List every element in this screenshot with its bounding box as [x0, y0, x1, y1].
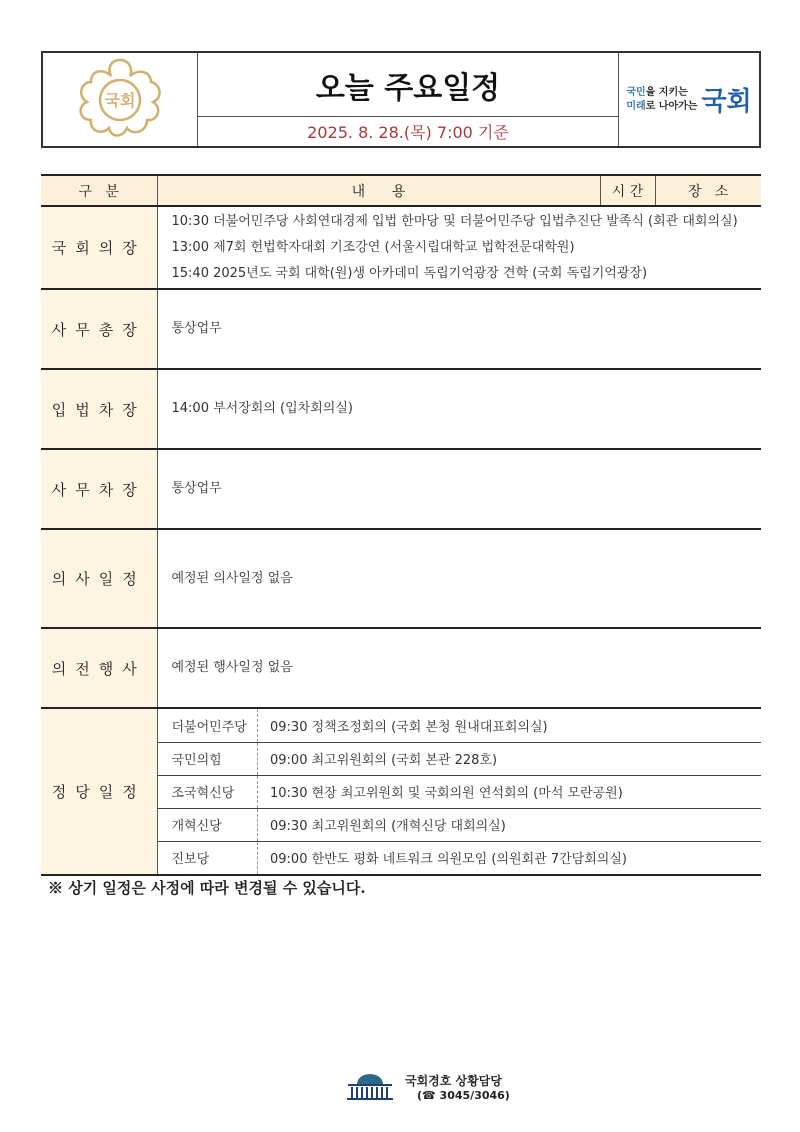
assembly-brand-logo: 국민을 지키는 미래로 나아가는 국회: [618, 53, 759, 146]
table-row: [41, 529, 761, 628]
schedule-item: 예정된 행사일정 없음: [171, 660, 293, 675]
table-row: [41, 628, 761, 708]
schedule-item: 15:40 2025년도 국회 대학(원)생 아카데미 독립기억광장 견학 (국회 독립기억광장): [171, 265, 648, 281]
schedule-item: 통상업무: [171, 481, 222, 496]
party-schedule: 09:00 최고위원회의 (국회 본관 228호): [258, 742, 762, 775]
row-category: 사무총장: [41, 289, 157, 369]
emblem-icon: [75, 56, 165, 144]
party-name: 조국혁신당: [158, 775, 258, 808]
page-title: 오늘 주요일정: [198, 53, 618, 117]
row-category: 의전행사: [41, 628, 157, 708]
footer: 국회경호 상황담당 (☎ 3045/3046): [345, 1072, 510, 1102]
assembly-emblem: [43, 53, 198, 146]
table-row: [41, 369, 761, 449]
party-schedule: 09:30 최고위원회의 (개혁신당 대회의실): [258, 808, 762, 841]
row-category: 입법차장: [41, 369, 157, 449]
table-header-row: 구 분 내 용 시 간 장 소: [41, 175, 761, 206]
party-row: [158, 742, 762, 775]
party-row: [158, 841, 762, 874]
schedule-item: 13:00 제7회 헌법학자대회 기조강연 (서울시립대학교 법학전문대학원): [171, 239, 575, 255]
table-row-party: 정당일정 더불어민주당 09:30 정책조정회의 (국회 본청 원내대표회의실) 국민의힘 09:00 최고위원회의 (국회 본관 228호) 조국혁신당 10:30 현장 최고위원회 및 국회의원 연석회의 (마석 모란공원) 개혁신당 09:30 최고위원회의 (개혁신당 대회의실) 진보당 09:00 한반도 평화 네트워크 의원모임 (의원회관 7간담회의실): [41, 708, 761, 875]
table-row: [41, 289, 761, 369]
document-header: [41, 51, 761, 148]
party-name: 더불어민주당: [158, 709, 258, 742]
svg-text:국회: 국회: [104, 90, 136, 110]
schedule-table: [41, 174, 761, 876]
schedule-item: 10:30 더불어민주당 사회연대경제 입법 한마당 및 더불어민주당 입법추진단 발족식 (회관 대회의실): [171, 213, 738, 229]
reference-date: 2025. 8. 28.(목) 7:00 기준: [307, 123, 509, 142]
party-row: [158, 709, 762, 742]
table-row: [41, 206, 761, 289]
row-category: 의사일정: [41, 529, 157, 628]
party-schedule: 10:30 현장 최고위원회 및 국회의원 연석회의 (마석 모란공원): [258, 775, 762, 808]
party-name: 개혁신당: [158, 808, 258, 841]
party-name: 국민의힘: [158, 742, 258, 775]
table-row: [41, 449, 761, 529]
party-schedule: 09:00 한반도 평화 네트워크 의원모임 (의원회관 7간담회의실): [270, 852, 627, 868]
party-row: [158, 808, 762, 841]
row-category: 국회의장: [41, 206, 157, 289]
party-name: 진보당: [158, 841, 258, 874]
row-category: 사무차장: [41, 449, 157, 529]
schedule-item: 14:00 부서장회의 (입차회의실): [171, 401, 353, 416]
party-schedule: 09:30 정책조정회의 (국회 본청 원내대표회의실): [258, 709, 762, 742]
disclaimer-note: ※ 상기 일정은 사정에 따라 변경될 수 있습니다.: [48, 879, 366, 897]
assembly-building-icon: [345, 1072, 395, 1102]
schedule-item: 예정된 의사일정 없음: [171, 570, 293, 586]
schedule-item: 통상업무: [171, 321, 222, 336]
party-row: [158, 775, 762, 808]
